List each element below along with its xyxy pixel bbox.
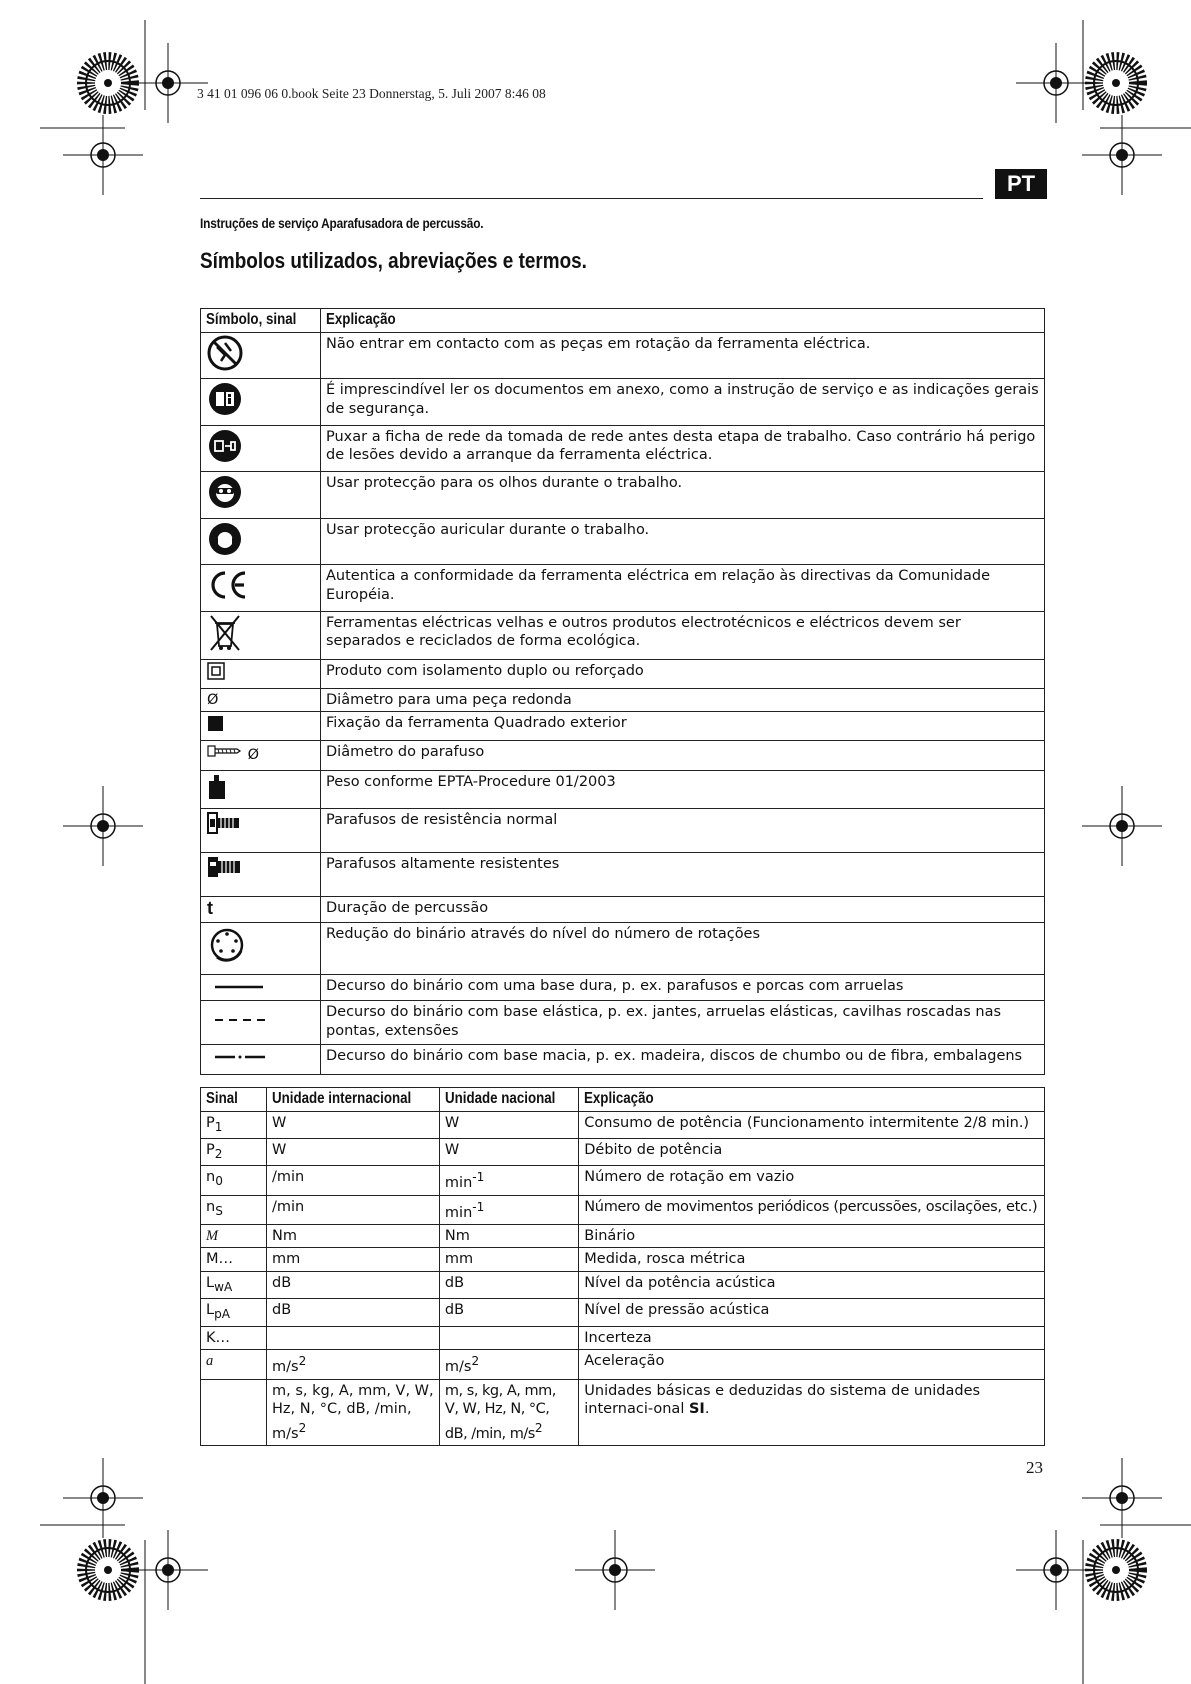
read-manual-icon: [207, 381, 243, 417]
table-row: [201, 1271, 1045, 1298]
table-row: [201, 1350, 1045, 1379]
table-row: [201, 379, 1045, 426]
unit-explanation: Medida, rosca métrica: [579, 1248, 1045, 1272]
intl-unit: [267, 1326, 440, 1350]
table-row: [201, 1001, 1045, 1045]
intl-unit: /min: [267, 1195, 440, 1224]
intl-unit: W: [267, 1111, 440, 1138]
intl-unit: dB: [267, 1271, 440, 1298]
intl-unit: m/s: [272, 1359, 299, 1376]
intl-unit: mm: [267, 1248, 440, 1272]
symbol-explanation: Usar protecção para os olhos durante o trabalho.: [321, 472, 1045, 519]
unit-superscript: -1: [472, 1199, 485, 1214]
sign-subscript: 2: [214, 1146, 223, 1161]
sign: P: [206, 1141, 215, 1158]
sign: a: [206, 1353, 214, 1370]
unit-superscript: 2: [534, 1420, 542, 1435]
unit-superscript: 2: [298, 1354, 307, 1369]
registration-crosshair-icon: [128, 43, 208, 123]
weight-icon: [207, 773, 227, 801]
table-header-row: [201, 1088, 1045, 1112]
symbol-explanation: Parafusos altamente resistentes: [321, 853, 1045, 897]
unit-superscript: 2: [298, 1420, 307, 1435]
normal-bolt-icon: [207, 811, 243, 835]
sign-subscript: pA: [214, 1307, 231, 1322]
table-row: [201, 1326, 1045, 1350]
page-number: 23: [1026, 1458, 1043, 1477]
ear-protection-icon: [207, 521, 243, 557]
unit-explanation: Consumo de potência (Funcionamento intermitente 2/8 min.): [579, 1111, 1045, 1138]
national-unit: Nm: [439, 1224, 578, 1248]
diameter-icon: Ø: [207, 691, 219, 708]
weee-bin-icon: [207, 614, 243, 652]
registration-crosshair-icon: [1082, 786, 1162, 866]
speed-dial-icon: [207, 925, 247, 965]
unit-superscript: 2: [471, 1354, 480, 1369]
symbol-explanation: Parafusos de resistência normal: [321, 809, 1045, 853]
unit-superscript: -1: [472, 1170, 485, 1185]
unit-explanation: Nível de pressão acústica: [579, 1299, 1045, 1326]
si-abbreviation: SI: [688, 1401, 705, 1418]
sign: n: [206, 1169, 216, 1186]
sign: L: [206, 1302, 215, 1319]
national-unit: mm: [439, 1248, 578, 1272]
column-header: Explicação: [579, 1088, 1045, 1112]
sign: K…: [201, 1326, 267, 1350]
table-row: [201, 770, 1045, 809]
registration-starburst-icon: [1094, 61, 1138, 105]
document-subtitle: Instruções de serviço Aparafusadora de percussão.: [200, 216, 484, 231]
table-row: [201, 1195, 1045, 1224]
unit-explanation: Débito de potência: [579, 1138, 1045, 1165]
symbol-explanation: Ferramentas eléctricas velhas e outros produtos electrotécnicos e eléctricos devem ser separados e reciclados de forma ecológica.: [321, 611, 1045, 660]
unit-explanation: Binário: [579, 1224, 1045, 1248]
table-row: [201, 1379, 1045, 1445]
sign: L: [206, 1274, 215, 1291]
unit-explanation-tail: .: [704, 1401, 710, 1418]
sign: M…: [201, 1248, 267, 1272]
page-title: Símbolos utilizados, abreviações e termos.: [200, 248, 587, 273]
eye-protection-icon: [207, 474, 243, 510]
time-icon: t: [207, 898, 213, 918]
unit-explanation: Número de movimentos periódicos (percussões, oscilações, etc.): [579, 1195, 1045, 1224]
table-row: [201, 1138, 1045, 1165]
print-file-header: 3 41 01 096 06 0.book Seite 23 Donnerstag, 5. Juli 2007 8:46 08: [197, 86, 546, 101]
national-unit: dB: [439, 1271, 578, 1298]
sign: n: [206, 1198, 216, 1215]
national-unit: dB: [439, 1299, 578, 1326]
table-row: [201, 1224, 1045, 1248]
table-row: [201, 660, 1045, 689]
registration-starburst-icon: [86, 1548, 130, 1592]
column-header: Explicação: [321, 309, 1045, 333]
no-touch-rotating-parts-icon: [207, 335, 243, 371]
table-header-row: [201, 309, 1045, 333]
symbol-explanation: Não entrar em contacto com as peças em rotação da ferramenta eléctrica.: [321, 332, 1045, 379]
national-unit: min: [444, 1204, 473, 1221]
square-drive-icon: [207, 714, 225, 732]
unit-explanation: Aceleração: [579, 1350, 1045, 1379]
unit-explanation: Incerteza: [579, 1326, 1045, 1350]
double-insulation-icon: [207, 662, 227, 680]
sign: [201, 1379, 267, 1445]
registration-crosshair-icon: [128, 1530, 208, 1610]
table-row: [201, 1166, 1045, 1195]
intl-unit: Nm: [267, 1224, 440, 1248]
registration-crosshair-icon: [1082, 1458, 1162, 1538]
screw-diameter-symbol: Ø: [247, 746, 260, 763]
registration-starburst-icon: [86, 61, 130, 105]
table-row: [201, 688, 1045, 712]
symbol-explanation: Peso conforme EPTA-Procedure 01/2003: [321, 770, 1045, 809]
symbol-explanation: Redução do binário através do nível do número de rotações: [321, 922, 1045, 974]
solid-line-icon: [207, 977, 267, 993]
symbol-explanation: Autentica a conformidade da ferramenta eléctrica em relação às directivas da Comunidade Européia.: [321, 565, 1045, 612]
unit-explanation: Número de rotação em vazio: [579, 1166, 1045, 1195]
national-unit: min: [444, 1175, 473, 1192]
unit-explanation: Unidades básicas e deduzidas do sistema de unidades internaci-onal: [584, 1382, 981, 1418]
dashed-line-icon: [207, 1012, 267, 1028]
table-row: [201, 809, 1045, 853]
registration-crosshair-icon: [1016, 43, 1096, 123]
table-row: [201, 1299, 1045, 1326]
ce-mark-icon: [207, 567, 251, 603]
table-row: [201, 974, 1045, 1001]
symbols-table: [200, 308, 1045, 1075]
table-row: [201, 922, 1045, 974]
sign-subscript: wA: [214, 1279, 233, 1294]
symbol-explanation: Produto com isolamento duplo ou reforçado: [321, 660, 1045, 689]
symbol-explanation: Fixação da ferramenta Quadrado exterior: [321, 712, 1045, 741]
national-unit: m, s, kg, A, mm, V, W, Hz, N, °C, dB, /min, m/s: [444, 1382, 556, 1442]
table-row: [201, 518, 1045, 565]
national-unit: m/s: [444, 1359, 472, 1376]
table-row: [201, 897, 1045, 923]
sign: P: [206, 1114, 215, 1131]
sign-subscript: S: [215, 1203, 223, 1218]
symbol-explanation: Usar protecção auricular durante o trabalho.: [321, 518, 1045, 565]
intl-unit: m, s, kg, A, mm, V, W, Hz, N, °C, dB, /min, m/s: [272, 1382, 434, 1442]
intl-unit: dB: [267, 1299, 440, 1326]
registration-crosshair-icon: [63, 115, 143, 195]
table-row: [201, 565, 1045, 612]
symbol-explanation: Puxar a ficha de rede da tomada de rede antes desta etapa de trabalho. Caso contrário há perigo de lesões devido a arranque da ferramenta eléctrica.: [321, 425, 1045, 472]
table-row: [201, 332, 1045, 379]
column-header: Unidade internacional: [267, 1088, 440, 1112]
intl-unit: /min: [267, 1166, 440, 1195]
registration-crosshair-icon: [1016, 1530, 1096, 1610]
column-header: Unidade nacional: [439, 1088, 578, 1112]
language-badge: PT: [995, 169, 1047, 199]
national-unit: W: [439, 1111, 578, 1138]
header-rule: [200, 198, 983, 199]
symbol-explanation: É imprescindível ler os documentos em anexo, como a instrução de serviço e as indicações gerais de segurança.: [321, 379, 1045, 426]
table-row: [201, 1045, 1045, 1075]
table-row: [201, 740, 1045, 770]
national-unit: W: [439, 1138, 578, 1165]
unit-explanation: Nível da potência acústica: [579, 1271, 1045, 1298]
column-header: Sinal: [201, 1088, 267, 1112]
table-row: [201, 1248, 1045, 1272]
screw-diameter-icon: [207, 743, 243, 759]
table-row: [201, 611, 1045, 660]
symbol-explanation: Duração de percussão: [321, 897, 1045, 923]
registration-crosshair-icon: [575, 1530, 655, 1610]
national-unit: [439, 1326, 578, 1350]
table-row: [201, 712, 1045, 741]
dash-dot-line-icon: [207, 1047, 267, 1063]
registration-crosshair-icon: [63, 1458, 143, 1538]
intl-unit: W: [267, 1138, 440, 1165]
table-row: [201, 853, 1045, 897]
high-strength-bolt-icon: [207, 855, 243, 879]
symbol-explanation: Diâmetro para uma peça redonda: [321, 688, 1045, 712]
sign-subscript: 0: [215, 1174, 223, 1189]
sign-subscript: 1: [214, 1119, 223, 1134]
column-header: Símbolo, sinal: [201, 309, 321, 333]
symbol-explanation: Diâmetro do parafuso: [321, 740, 1045, 770]
symbol-explanation: Decurso do binário com base macia, p. ex. madeira, discos de chumbo ou de fibra, embalagens: [321, 1045, 1045, 1075]
table-row: [201, 472, 1045, 519]
registration-crosshair-icon: [1082, 115, 1162, 195]
registration-starburst-icon: [1094, 1548, 1138, 1592]
symbol-explanation: Decurso do binário com uma base dura, p. ex. parafusos e porcas com arruelas: [321, 974, 1045, 1001]
symbol-explanation: Decurso do binário com base elástica, p. ex. jantes, arruelas elásticas, cavilhas roscadas nas pontas, extensões: [321, 1001, 1045, 1045]
table-row: [201, 425, 1045, 472]
registration-crosshair-icon: [63, 786, 143, 866]
units-table: [200, 1087, 1045, 1446]
unplug-icon: [207, 428, 243, 464]
sign: M: [206, 1227, 219, 1244]
table-row: [201, 1111, 1045, 1138]
